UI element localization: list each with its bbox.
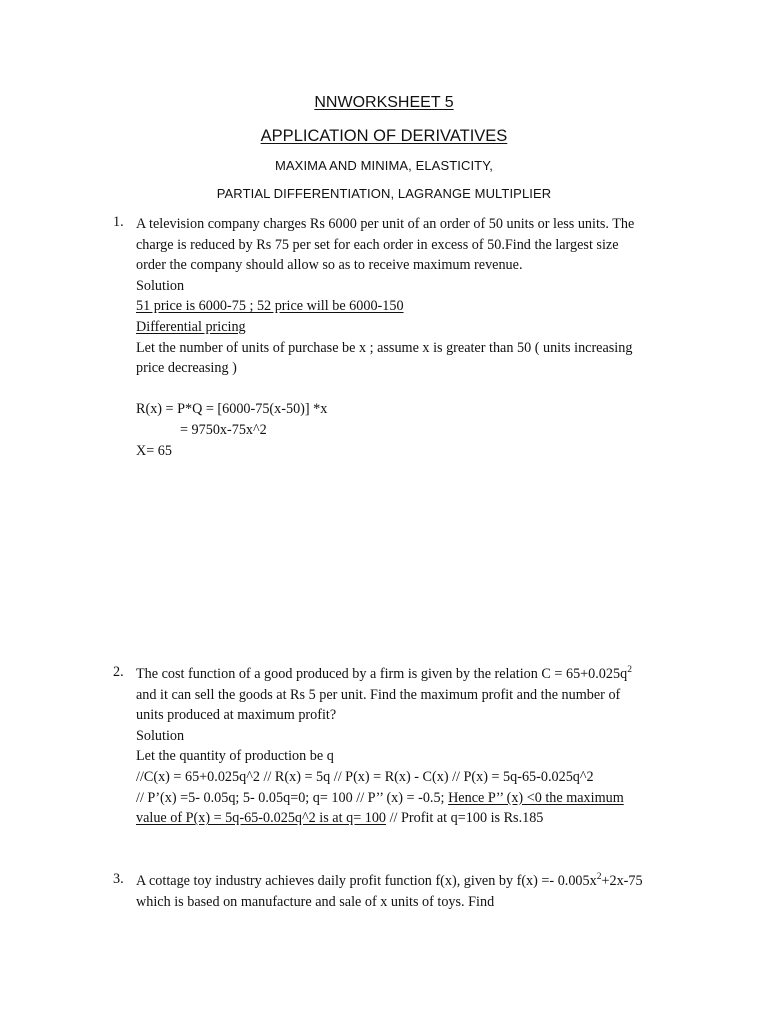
question-1-text-line-3: order the company should allow so as to receive maximum revenue. bbox=[136, 257, 523, 274]
question-3-text-line-1a: A cottage toy industry achieves daily profit function f(x), given by f(x) =- 0.005x bbox=[136, 873, 597, 889]
question-2-body bbox=[136, 664, 696, 829]
question-1-solution-label: Solution bbox=[136, 277, 185, 294]
worksheet-title: NNWORKSHEET 5 bbox=[314, 94, 454, 111]
question-3-body bbox=[136, 871, 696, 912]
worksheet-subtitle: APPLICATION OF DERIVATIVES bbox=[260, 127, 508, 145]
question-1-revenue-equation: R(x) = P*Q = [6000-75(x-50)] *x bbox=[136, 401, 328, 418]
question-2-work-line-3: // Profit at q=100 is Rs.185 bbox=[386, 810, 544, 827]
question-1-answer: X= 65 bbox=[136, 442, 172, 459]
question-3-superscript: 2 bbox=[596, 872, 602, 882]
question-1-text-line-1: A television company charges Rs 6000 per unit of an order of 50 units or less units. The bbox=[136, 216, 635, 232]
question-2-work-line-2-underlined: Hence P’’ (x) <0 the maximum bbox=[448, 789, 624, 806]
question-3-text-line-1b: +2x-75 bbox=[601, 873, 643, 889]
question-1-revenue-equation-2: = 9750x-75x^2 bbox=[180, 421, 267, 438]
question-1-text-line-2: charge is reduced by Rs 75 per set for each order in excess of 50.Find the largest size bbox=[136, 236, 619, 253]
question-2-solution-label: Solution bbox=[136, 727, 185, 744]
question-1-assume-line-2: price decreasing ) bbox=[136, 360, 237, 377]
question-1-differential-label: Differential pricing bbox=[136, 318, 246, 335]
question-1-body bbox=[136, 214, 696, 461]
question-1-number: 1. bbox=[113, 214, 124, 230]
question-2-work-line-3-underlined: value of P(x) = 5q-65-0.025q^2 is at q= 100 bbox=[136, 810, 387, 827]
question-1-assume-line-1: Let the number of units of purchase be x ; assume x is greater than 50 ( units increasing bbox=[136, 339, 633, 356]
question-2-let-line: Let the quantity of production be q bbox=[136, 748, 334, 765]
question-3-text-line-2: which is based on manufacture and sale of x units of toys. Find bbox=[136, 893, 495, 910]
question-2-number: 2. bbox=[113, 664, 124, 680]
question-2-work-line-2: // P’(x) =5- 0.05q; 5- 0.05q=0; q= 100 // P’’ (x) = -0.5; bbox=[136, 789, 449, 806]
question-2-work-line-1: //C(x) = 65+0.025q^2 // R(x) = 5q // P(x) = R(x) - C(x) // P(x) = 5q-65-0.025q^2 bbox=[136, 768, 594, 785]
question-1-pricing-note: 51 price is 6000-75 ; 52 price will be 6000-150 bbox=[136, 298, 404, 315]
question-2-text-line-2: and it can sell the goods at Rs 5 per unit. Find the maximum profit and the number of bbox=[136, 686, 621, 703]
topics-line-2: PARTIAL DIFFERENTIATION, LAGRANGE MULTIPLIER bbox=[216, 186, 552, 201]
question-2-text-line-1: The cost function of a good produced by a firm is given by the relation C = 65+0.025q bbox=[136, 666, 628, 682]
question-2-superscript: 2 bbox=[627, 665, 632, 675]
question-2-text-line-3: units produced at maximum profit? bbox=[136, 707, 337, 724]
question-3-number: 3. bbox=[113, 871, 124, 887]
topics-line-1: MAXIMA AND MINIMA, ELASTICITY, bbox=[274, 158, 494, 173]
